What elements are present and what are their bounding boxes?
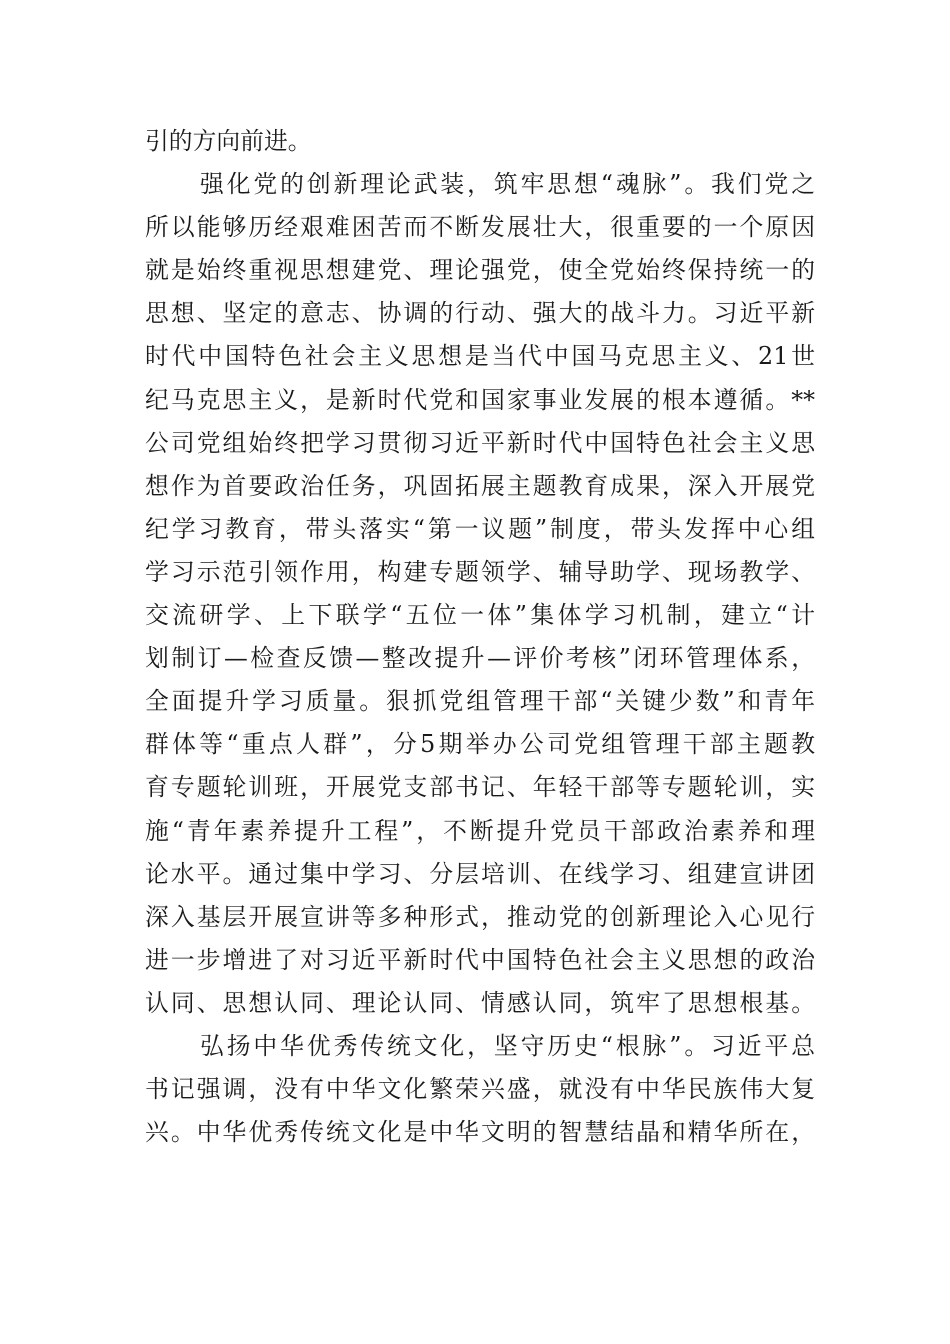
text-line: 论水平。通过集中学习、分层培训、在线学习、组建宣讲团 [145, 859, 815, 888]
text-line: 书记强调，没有中华文化繁荣兴盛，就没有中华民族伟大复 [145, 1075, 815, 1104]
text-line: 所以能够历经艰难困苦而不断发展壮大，很重要的一个原因 [145, 213, 815, 242]
text-line: 就是始终重视思想建党、理论强党，使全党始终保持统一的 [145, 256, 815, 285]
text-line: 纪学习教育，带头落实“第一议题”制度，带头发挥中心组 [145, 514, 815, 543]
text-line: 思想、坚定的意志、协调的行动、强大的战斗力。习近平新 [145, 299, 815, 328]
text-line: 引的方向前进。 [145, 127, 312, 155]
text-line: 公司党组始终把学习贯彻习近平新时代中国特色社会主义思 [145, 428, 815, 457]
text-line: 纪马克思主义，是新时代党和国家事业发展的根本遵循。** [145, 385, 815, 414]
text-line: 群体等“重点人群”，分5期举办公司党组管理干部主题教 [145, 730, 815, 759]
text-line: 时代中国特色社会主义思想是当代中国马克思主义、21世 [145, 342, 815, 371]
text-line: 全面提升学习质量。狠抓党组管理干部“关键少数”和青年 [145, 687, 815, 716]
text-line: 认同、思想认同、理论认同、情感认同，筑牢了思想根基。 [145, 988, 815, 1017]
text-line: 深入基层开展宣讲等多种形式，推动党的创新理论入心见行 [145, 902, 815, 931]
text-line: 想作为首要政治任务，巩固拓展主题教育成果，深入开展党 [145, 471, 815, 500]
text-line: 进一步增进了对习近平新时代中国特色社会主义思想的政治 [145, 945, 815, 974]
document-body [145, 120, 815, 1154]
text-line: 育专题轮训班，开展党支部书记、年轻干部等专题轮训，实 [145, 773, 815, 802]
paragraph-heading-line: 强化党的创新理论武装，筑牢思想“魂脉”。我们党之 [200, 170, 815, 199]
text-line: 施“青年素养提升工程”，不断提升党员干部政治素养和理 [145, 816, 815, 845]
text-line: 交流研学、上下联学“五位一体”集体学习机制，建立“计 [145, 601, 815, 630]
text-line: 兴。中华优秀传统文化是中华文明的智慧结晶和精华所在， [145, 1118, 815, 1147]
text-line: 学习示范引领作用，构建专题领学、辅导助学、现场教学、 [145, 557, 815, 586]
paragraph-heading-line: 弘扬中华优秀传统文化，坚守历史“根脉”。习近平总 [200, 1031, 815, 1060]
text-line: 划制订—检查反馈—整改提升—评价考核”闭环管理体系， [145, 644, 815, 673]
